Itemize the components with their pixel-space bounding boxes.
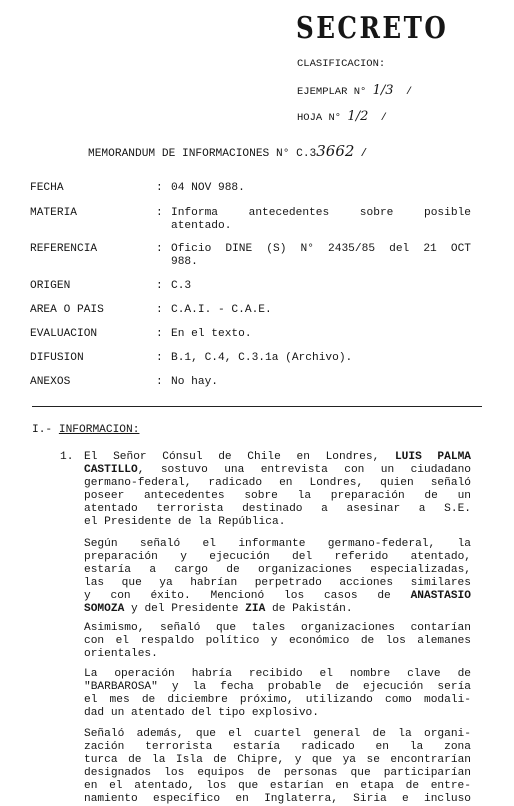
field-value-materia-2: atentado. bbox=[171, 220, 232, 232]
field-label-area-pais: AREA O PAIS bbox=[30, 304, 104, 316]
field-value-difusion: B.1, C.4, C.3.1a (Archivo). bbox=[171, 352, 353, 364]
paragraph-5: Señaló además, que el cuartel general de la organi- zación terrorista estaría radicado en la zona turca de la Isla de Chipre, y que ya se encontrarían designados los equipos de personas que participarían en el atentado, los que estarían en etapa de entre- namiento específico en Inglaterra, Siria e incluso bbox=[84, 728, 471, 805]
paragraph-2: Según señaló el informante germano-federal, la preparación y ejecución del referido atentado, estaría a cargo de organizaciones especializadas, las que ya habrían perpetrado acciones similares y con éxito. Mencionó los casos de ANASTASIO SOMOZA y del Presidente ZIA de Pakistán. bbox=[84, 538, 471, 615]
field-value-evaluacion: En el texto. bbox=[171, 328, 252, 340]
field-label-origen: ORIGEN bbox=[30, 280, 71, 292]
hoja-label: HOJA N° bbox=[297, 112, 342, 124]
name-bold: CASTILLO bbox=[84, 464, 138, 476]
field-value-anexos: No hay. bbox=[171, 376, 218, 388]
name-bold: SOMOZA bbox=[84, 603, 125, 615]
field-value-origen: C.3 bbox=[171, 280, 192, 292]
paragraph-1: El Señor Cónsul de Chile en Londres, LUIS PALMA CASTILLO, sostuvo una entrevista con un ciudadano germano-federal, radicado en Londres, quien señaló poseer antecedentes sobre la preparación de un atentado terrorista destinado a asesinar a S.E. el Presidente de la República. bbox=[84, 451, 472, 528]
section-title: INFORMACION: bbox=[58, 424, 140, 436]
field-label-difusion: DIFUSION bbox=[30, 352, 84, 364]
field-label-referencia: REFERENCIA bbox=[30, 243, 98, 255]
section-number: I.- bbox=[32, 424, 53, 436]
memo-title: MEMORANDUM DE INFORMACIONES N° C.33662 / bbox=[88, 142, 368, 160]
name-bold: ANASTASIO bbox=[410, 590, 471, 602]
field-value-area-pais: C.A.I. - C.A.E. bbox=[171, 304, 272, 316]
item-number: 1. bbox=[60, 451, 74, 463]
paragraph-3: Asimismo, señaló que tales organizaciones contarían con el respaldo político y económico de los alemanes orientales. bbox=[84, 622, 471, 660]
paragraph-4: La operación habría recibido el nombre clave de "BARBAROSA" y la fecha probable de ejecución sería el mes de diciembre próximo, utilizando como modali- dad un atentado del tipo explosivo. bbox=[84, 668, 471, 719]
section-heading bbox=[32, 424, 139, 437]
secreto-stamp: SECRETO bbox=[296, 11, 449, 46]
ejemplar-line: EJEMPLAR N° 1/3 / bbox=[297, 83, 413, 98]
field-label-anexos: ANEXOS bbox=[30, 376, 71, 388]
ejemplar-value: 1/3 bbox=[372, 83, 394, 98]
clasificacion-label: CLASIFICACION: bbox=[297, 58, 386, 70]
field-label-evaluacion: EVALUACION bbox=[30, 328, 98, 340]
ejemplar-label: EJEMPLAR N° bbox=[297, 86, 367, 98]
field-value-referencia-2: 988. bbox=[171, 256, 198, 268]
field-value-fecha: 04 NOV 988. bbox=[171, 182, 245, 194]
name-bold: ZIA bbox=[245, 603, 266, 615]
field-value-referencia-1: Oficio DINE (S) N° 2435/85 del 21 OCT bbox=[171, 243, 471, 255]
hoja-line: HOJA N° 1/2 / bbox=[297, 109, 387, 124]
hoja-value: 1/2 bbox=[347, 109, 369, 124]
name-bold: LUIS PALMA bbox=[394, 451, 472, 463]
field-label-materia: MATERIA bbox=[30, 207, 77, 219]
field-label-fecha: FECHA bbox=[30, 182, 64, 194]
section-divider bbox=[32, 406, 482, 407]
field-value-materia-1: Informa antecedentes sobre posible bbox=[171, 207, 471, 219]
memo-number: 3662 bbox=[316, 142, 355, 160]
memo-label: MEMORANDUM DE INFORMACIONES N° C.3 bbox=[88, 148, 317, 160]
